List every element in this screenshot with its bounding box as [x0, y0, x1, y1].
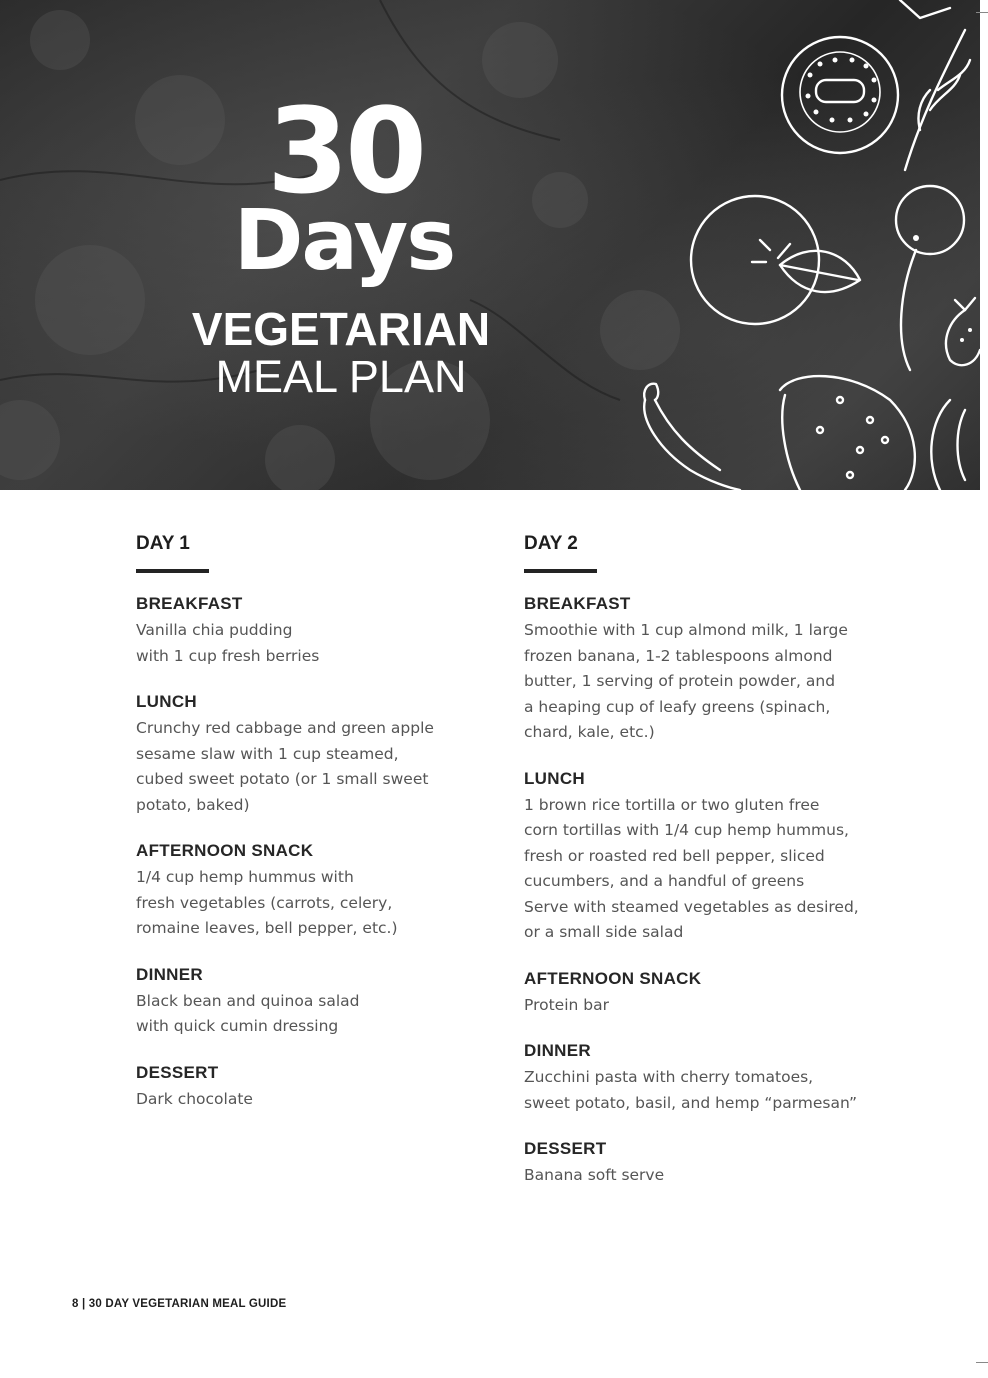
food-doodles [620, 0, 980, 490]
hero-vegetarian: VEGETARIAN [191, 303, 491, 355]
pear-icon [896, 186, 964, 370]
hero-meal-plan: MEAL PLAN [215, 351, 467, 402]
meal-title: DESSERT [136, 1062, 219, 1082]
kiwi-icon [782, 37, 898, 153]
meal-description: 1 brown rice tortilla or two gluten free corn tortillas with 1/4 cup hemp hummus, fresh or roasted red bell pepper, sliced cucumbers, and a handful of greens Serve with steamed vegetables as desired, or a small side salad [524, 795, 859, 941]
hero-banner [0, 0, 980, 490]
day-1-title: DAY 1 [136, 533, 190, 554]
meal-title: LUNCH [524, 768, 585, 788]
meal-description: Crunchy red cabbage and green apple sesame slaw with 1 cup steamed, cubed sweet potato (or 1 small sweet potato, baked) [136, 719, 434, 814]
meal-description: Banana soft serve [524, 1166, 665, 1184]
meal-title: DINNER [524, 1041, 591, 1060]
meal-description: Black bean and quinoa salad with quick cumin dressing [136, 991, 360, 1035]
crop-mark-top [976, 12, 988, 13]
hero-days: Days [233, 191, 455, 289]
day-1-lunch [136, 691, 496, 818]
day-2-lunch [524, 768, 869, 946]
meal-description: Vanilla chia pudding with 1 cup fresh berries [136, 621, 320, 665]
meal-description: Zucchini pasta with cherry tomatoes, sweet potato, basil, and hemp “parmesan” [524, 1068, 858, 1112]
meal-description: Smoothie with 1 cup almond milk, 1 large frozen banana, 1-2 tablespoons almond butter, 1 serving of protein powder, and a heaping cup of leafy greens (spinach, chard, kale, etc.) [524, 621, 848, 741]
day-1-afternoon-snack [136, 840, 496, 942]
meal-title: LUNCH [136, 692, 197, 711]
day-2-dessert [524, 1138, 869, 1189]
day-2-breakfast [524, 593, 869, 746]
meal-title: BREAKFAST [524, 594, 631, 613]
day-1-dessert [136, 1062, 496, 1113]
meal-description: Protein bar [524, 995, 609, 1014]
lemon-icon [780, 376, 915, 490]
day-1-breakfast [136, 593, 496, 669]
wheat-icon [905, 30, 970, 170]
meal-title: DESSERT [524, 1139, 607, 1158]
meal-title: BREAKFAST [136, 594, 243, 613]
day-2-column [524, 532, 869, 1211]
strawberry-icon [946, 298, 980, 365]
meal-title: AFTERNOON SNACK [524, 968, 702, 988]
day-1-underline [136, 569, 209, 573]
day-2-underline [524, 569, 597, 573]
crop-mark-bottom [976, 1362, 988, 1363]
page-footer: 8 | 30 DAY VEGETARIAN MEAL GUIDE [72, 1298, 287, 1310]
avocado-icon [931, 400, 965, 490]
day-2-title: DAY 2 [524, 533, 578, 554]
meal-description: Dark chocolate [136, 1089, 253, 1108]
meal-title: AFTERNOON SNACK [136, 841, 314, 860]
day-2-dinner [524, 1040, 869, 1116]
day-2-afternoon-snack [524, 968, 869, 1019]
meal-description: 1/4 cup hemp hummus with fresh vegetables (carrots, celery, romaine leaves, bell pepper, etc.) [136, 868, 398, 937]
day-1-dinner [136, 964, 496, 1040]
day-1-column [136, 532, 496, 1134]
tomato-icon [691, 196, 860, 324]
meal-title: DINNER [136, 964, 203, 984]
hero-number: 30 [266, 82, 424, 220]
chili-pepper-icon [644, 384, 740, 490]
